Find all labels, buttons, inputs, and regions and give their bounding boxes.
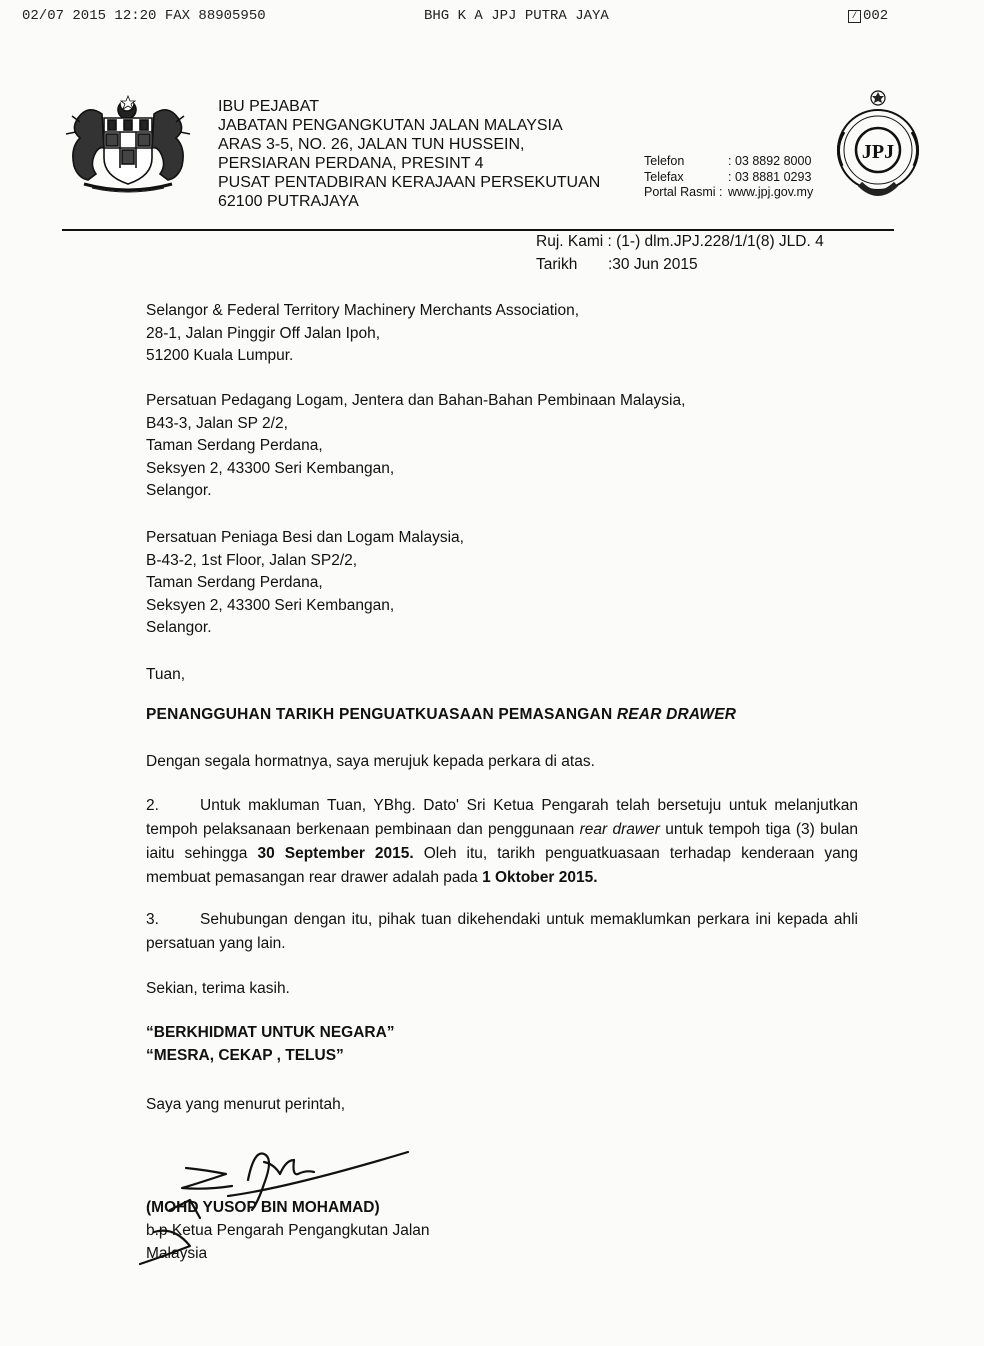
contact-label: Telefon (644, 154, 685, 168)
paragraph-italic: rear drawer (579, 821, 660, 838)
contact-label: Telefax (644, 169, 684, 184)
address-line: JABATAN PENGANGKUTAN JALAN MALAYSIA (218, 117, 563, 134)
recipient-line: Taman Serdang Perdana, (146, 574, 323, 591)
fax-page-indicator (848, 8, 888, 24)
jpj-logo-icon (826, 88, 932, 210)
reference-line (536, 233, 824, 251)
paragraph-text: Untuk makluman Tuan, YBhg. Dato' Sri Ketua Pengarah telah bersetuju untuk melanjutkan tempoh pelaksanaan berkenaan pembinaan dan penggunaan (146, 797, 858, 838)
letterhead-address (218, 97, 600, 211)
address-line: IBU PEJABAT (218, 98, 320, 115)
fax-datetime: 02/07 2015 12:20 FAX 88905950 (22, 8, 266, 24)
extension-date: 30 September 2015. (257, 845, 414, 862)
recipient-line: Selangor & Federal Territory Machinery Merchants Association, (146, 302, 580, 319)
closing-line: Sekian, terima kasih. (146, 980, 290, 997)
paragraph-text: untuk tempoh tiga (3) bulan iaitu sehingga (146, 821, 859, 862)
logo-text: JPJ (861, 141, 895, 163)
contact-row-phone (644, 154, 813, 170)
contact-value: : 03 8881 0293 (728, 169, 812, 184)
address-line: PUSAT PENTADBIRAN KERAJAAN PERSEKUTUAN (218, 174, 601, 191)
paragraph-number: 2. (146, 797, 159, 814)
recipient-line: Seksyen 2, 43300 Seri Kembangan, (146, 596, 395, 614)
recipient-line: 51200 Kuala Lumpur. (146, 347, 294, 364)
checkbox-icon: / (848, 10, 861, 23)
recipient-line: Seksyen 2, 43300 Seri Kembangan, (146, 459, 395, 477)
letterhead-contacts (644, 154, 813, 201)
recipient-line: Selangor. (146, 482, 212, 499)
signatory-title: Malaysia (146, 1245, 208, 1262)
contact-row-fax (644, 170, 813, 186)
reference-value: (1-) dlm.JPJ.228/1/1(8) JLD. 4 (616, 233, 824, 250)
recipient-line: 28-1, Jalan Pinggir Off Jalan Ipoh, (146, 324, 381, 342)
recipient-line: Selangor. (146, 619, 212, 636)
recipient-line: B43-3, Jalan SP 2/2, (146, 414, 288, 432)
recipient-line: Taman Serdang Perdana, (146, 437, 323, 454)
paragraph-number: 3. (146, 911, 159, 928)
signatory-name: (MOHD YUSOP BIN MOHAMAD) (146, 1199, 380, 1216)
contact-row-portal (644, 185, 813, 201)
recipient-line: Persatuan Peniaga Besi dan Logam Malaysia, (146, 529, 464, 546)
enforcement-date: 1 Oktober 2015. (482, 869, 598, 886)
motto-line: “BERKHIDMAT UNTUK NEGARA” (146, 1024, 395, 1041)
paragraph-3 (146, 908, 858, 956)
recipient-line: Persatuan Pedagang Logam, Jentera dan Bahan-Bahan Pembinaan Malaysia, (146, 392, 686, 409)
fax-page-number: 002 (863, 8, 889, 24)
header-divider (62, 229, 894, 231)
address-line: ARAS 3-5, NO. 26, JALAN TUN HUSSEIN, (218, 136, 525, 153)
opening-paragraph: Dengan segala hormatnya, saya merujuk kepada perkara di atas. (146, 753, 595, 770)
paragraph-2 (146, 794, 858, 890)
subject-italic: REAR DRAWER (616, 706, 737, 723)
signoff-intro: Saya yang menurut perintah, (146, 1096, 346, 1113)
paragraph-text: Sehubungan dengan itu, pihak tuan dikehendaki untuk memaklumkan perkara ini kepada ahli persatuan yang lain. (146, 911, 858, 952)
letter-subject (146, 706, 736, 724)
salutation: Tuan, (146, 666, 186, 683)
coat-of-arms-icon (62, 92, 194, 196)
contact-value: www.jpj.gov.my (728, 185, 814, 199)
recipient-line: B-43-2, 1st Floor, Jalan SP2/2, (146, 551, 358, 569)
contact-label: Portal Rasmi : (644, 185, 723, 199)
recipient-1 (146, 300, 579, 368)
fax-sender: BHG K A JPJ PUTRA JAYA (424, 8, 609, 24)
subject-text: PENANGGUHAN TARIKH PENGUATKUASAAN PEMASANGAN (146, 706, 613, 723)
contact-value: : 03 8892 8000 (728, 154, 812, 168)
date-value: :30 Jun 2015 (608, 256, 698, 273)
date-label: Tarikh (536, 256, 578, 273)
recipient-3 (146, 527, 464, 640)
recipient-2 (146, 390, 685, 503)
address-line: PERSIARAN PERDANA, PRESINT 4 (218, 155, 484, 172)
paragraph-text: Oleh itu, tarikh penguatkuasaan terhadap kenderaan yang membuat pemasangan rear drawer adalah pada (146, 845, 858, 886)
signatory (146, 1196, 430, 1265)
reference-label: Ruj. Kami : (536, 233, 612, 250)
date-line (536, 256, 698, 274)
motto (146, 1022, 395, 1067)
signatory-title: b.p Ketua Pengarah Pengangkutan Jalan (146, 1222, 430, 1239)
address-line: 62100 PUTRAJAYA (218, 193, 359, 210)
motto-line: “MESRA, CEKAP , TELUS” (146, 1046, 344, 1064)
